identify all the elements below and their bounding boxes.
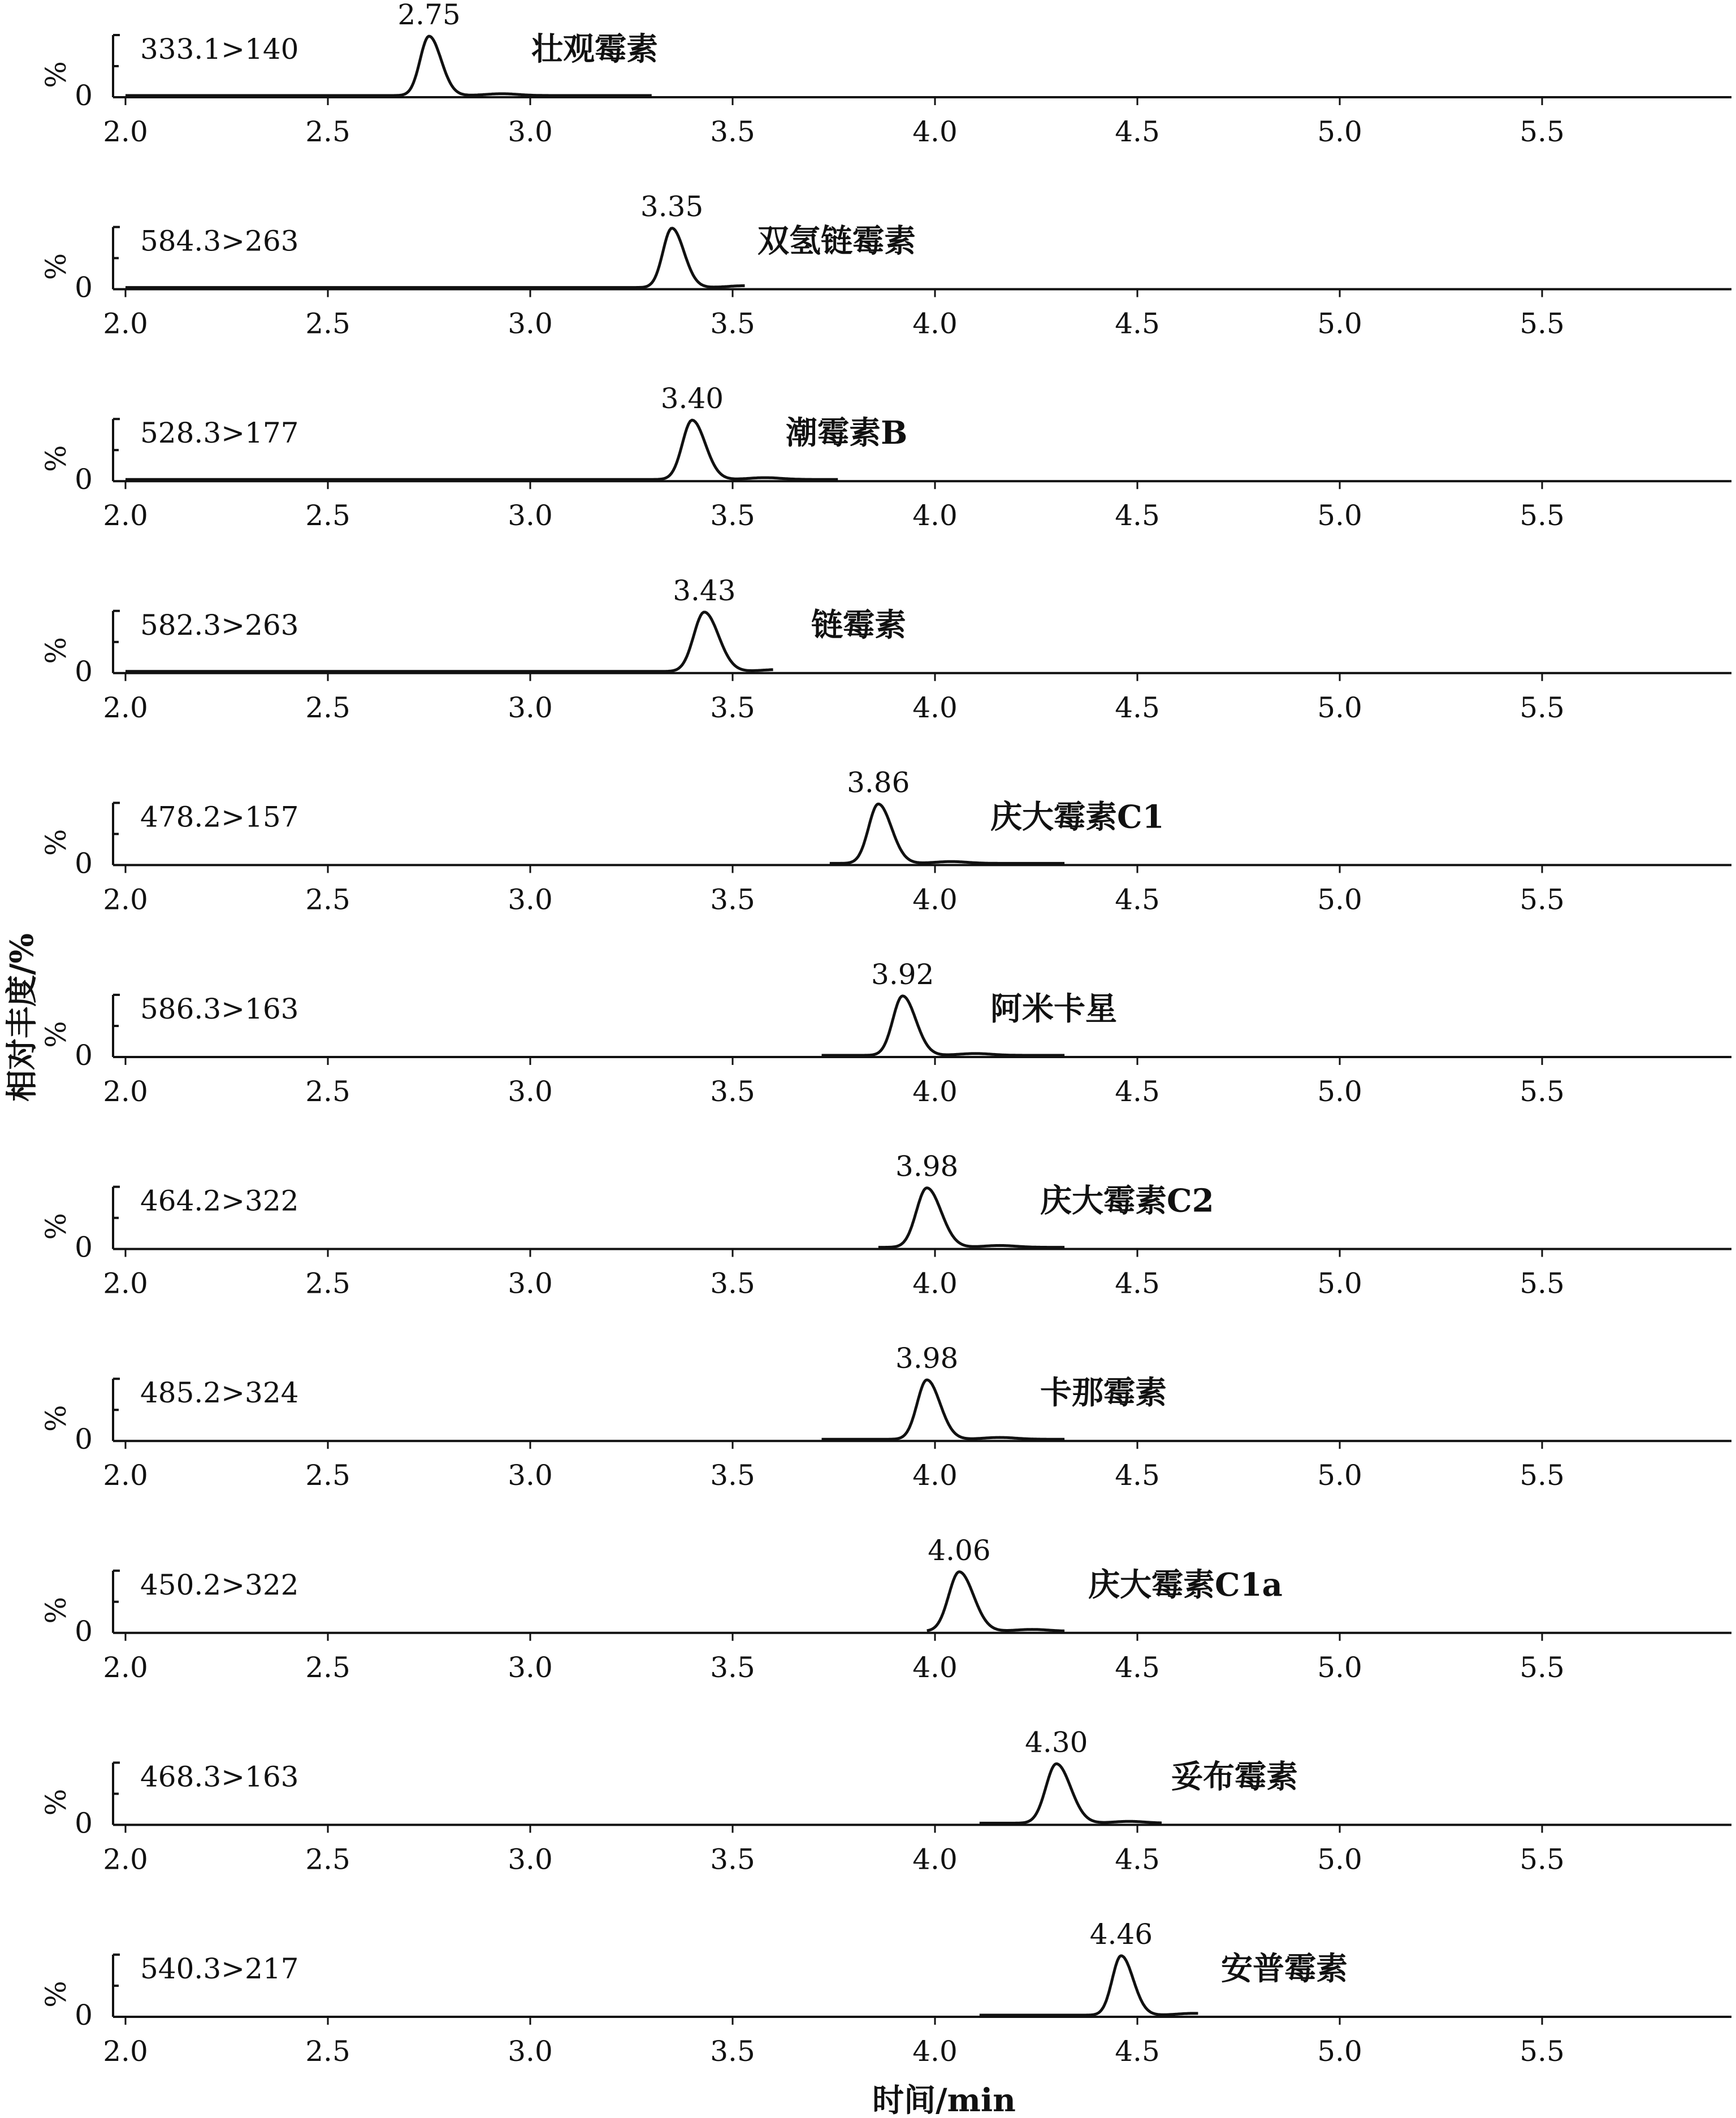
x-tick-label: 4.5	[1115, 883, 1160, 916]
retention-time-label: 3.40	[660, 382, 724, 415]
y-zero-label: 0	[75, 1423, 93, 1456]
x-axis-title: 时间/min	[872, 2082, 1016, 2118]
y-unit-label: %	[40, 637, 72, 664]
x-tick-label: 2.0	[103, 1075, 148, 1108]
y-axis-bracket	[113, 995, 120, 1057]
y-unit-label: %	[40, 253, 72, 280]
chromatogram-panel	[40, 958, 1731, 1108]
y-unit-label: %	[40, 829, 72, 856]
mrm-transition-label: 584.3>263	[140, 224, 299, 258]
x-tick-label: 5.0	[1317, 1075, 1362, 1108]
x-tick-label: 4.0	[912, 499, 958, 532]
x-tick-label: 4.0	[912, 2035, 958, 2068]
x-tick-label: 4.5	[1115, 2035, 1160, 2068]
x-tick-label: 2.5	[305, 1459, 350, 1492]
compound-name-label: 妥布霉素	[1171, 1758, 1298, 1796]
x-tick-label: 3.5	[710, 691, 755, 724]
x-tick-label: 2.5	[305, 1267, 350, 1300]
x-tick-label: 5.0	[1317, 1843, 1362, 1876]
y-axis-bracket	[113, 227, 120, 289]
retention-time-label: 3.92	[871, 958, 934, 991]
y-unit-label: %	[40, 1981, 72, 2008]
retention-time-label: 3.98	[895, 1342, 959, 1375]
y-zero-label: 0	[75, 1807, 93, 1840]
x-tick-label: 4.0	[912, 691, 958, 724]
x-tick-label: 2.0	[103, 1843, 148, 1876]
x-tick-label: 2.5	[305, 115, 350, 148]
x-tick-label: 4.5	[1115, 1459, 1160, 1492]
x-tick-label: 4.5	[1115, 1267, 1160, 1300]
x-tick-label: 3.0	[508, 1075, 553, 1108]
retention-time-label: 3.98	[895, 1150, 959, 1183]
x-tick-label: 2.5	[305, 499, 350, 532]
chromatogram-trace	[980, 1764, 1162, 1823]
x-tick-label: 5.0	[1317, 883, 1362, 916]
x-tick-label: 5.5	[1519, 307, 1565, 340]
y-zero-label: 0	[75, 1231, 93, 1264]
x-tick-label: 4.5	[1115, 115, 1160, 148]
x-tick-label: 2.5	[305, 1651, 350, 1684]
compound-name-label: 庆大霉素C2	[1040, 1182, 1214, 1220]
x-tick-label: 3.0	[508, 2035, 553, 2068]
x-tick-label: 3.0	[508, 115, 553, 148]
x-tick-label: 2.5	[305, 1843, 350, 1876]
mrm-transition-label: 582.3>263	[140, 608, 299, 642]
x-tick-label: 4.0	[912, 115, 958, 148]
x-tick-label: 5.0	[1317, 499, 1362, 532]
y-axis-bracket	[113, 1187, 120, 1249]
x-tick-label: 3.5	[710, 883, 755, 916]
retention-time-label: 3.86	[847, 766, 910, 799]
x-tick-label: 4.0	[912, 1075, 958, 1108]
x-tick-label: 4.5	[1115, 1651, 1160, 1684]
x-tick-label: 2.0	[103, 2035, 148, 2068]
compound-name-label: 安普霉素	[1221, 1950, 1348, 1987]
chromatogram-panel	[40, 382, 1731, 532]
chromatogram-panel	[40, 766, 1731, 916]
retention-time-label: 3.35	[640, 190, 704, 223]
y-zero-label: 0	[75, 463, 93, 496]
y-axis-bracket	[113, 419, 120, 481]
chromatogram-panel	[40, 1534, 1731, 1684]
x-tick-label: 5.5	[1519, 115, 1565, 148]
chromatogram-trace	[878, 1188, 1064, 1248]
x-tick-label: 2.0	[103, 1459, 148, 1492]
chromatogram-panel	[40, 574, 1731, 724]
x-tick-label: 3.5	[710, 307, 755, 340]
chromatogram-panels	[40, 0, 1731, 2068]
y-axis-bracket	[113, 1571, 120, 1633]
y-unit-label: %	[40, 1212, 72, 1240]
x-tick-label: 3.5	[710, 1075, 755, 1108]
x-tick-label: 4.0	[912, 1843, 958, 1876]
chromatogram-panel	[40, 190, 1731, 340]
retention-time-label: 4.46	[1089, 1918, 1153, 1951]
x-tick-label: 3.0	[508, 1843, 553, 1876]
x-tick-label: 4.5	[1115, 1843, 1160, 1876]
x-tick-label: 2.5	[305, 691, 350, 724]
x-tick-label: 2.0	[103, 307, 148, 340]
x-tick-label: 2.5	[305, 1075, 350, 1108]
x-tick-label: 3.0	[508, 1267, 553, 1300]
x-tick-label: 5.5	[1519, 1651, 1565, 1684]
x-tick-label: 2.0	[103, 1651, 148, 1684]
y-zero-label: 0	[75, 1614, 93, 1648]
chromatogram-panel	[40, 1342, 1731, 1492]
y-unit-label: %	[40, 1597, 72, 1624]
y-axis-bracket	[113, 1379, 120, 1441]
x-tick-label: 5.0	[1317, 1267, 1362, 1300]
x-tick-label: 3.5	[710, 499, 755, 532]
y-axis-bracket	[113, 1762, 120, 1825]
x-tick-label: 5.0	[1317, 1459, 1362, 1492]
x-tick-label: 5.0	[1317, 691, 1362, 724]
y-axis-bracket	[113, 803, 120, 865]
mrm-transition-label: 485.2>324	[140, 1376, 299, 1410]
mrm-transition-label: 450.2>322	[140, 1568, 299, 1601]
retention-time-label: 4.30	[1025, 1726, 1088, 1759]
x-tick-label: 3.0	[508, 1459, 553, 1492]
mrm-transition-label: 333.1>140	[140, 33, 299, 66]
x-tick-label: 5.0	[1317, 307, 1362, 340]
x-tick-label: 5.5	[1519, 883, 1565, 916]
mrm-transition-label: 540.3>217	[140, 1952, 299, 1985]
y-unit-label: %	[40, 1405, 72, 1432]
mrm-transition-label: 528.3>177	[140, 417, 299, 450]
compound-name-label: 双氢链霉素	[757, 222, 916, 260]
x-tick-label: 3.5	[710, 115, 755, 148]
mrm-transition-label: 478.2>157	[140, 800, 299, 834]
x-tick-label: 2.5	[305, 307, 350, 340]
x-tick-label: 3.0	[508, 1651, 553, 1684]
x-tick-label: 3.5	[710, 1459, 755, 1492]
x-tick-label: 4.5	[1115, 499, 1160, 532]
compound-name-label: 壮观霉素	[531, 31, 658, 68]
compound-name-label: 庆大霉素C1a	[1088, 1566, 1283, 1604]
x-tick-label: 3.0	[508, 499, 553, 532]
x-tick-label: 5.0	[1317, 2035, 1362, 2068]
retention-time-label: 2.75	[397, 0, 461, 31]
x-tick-label: 2.5	[305, 883, 350, 916]
x-tick-label: 3.5	[710, 1267, 755, 1300]
x-tick-label: 2.0	[103, 499, 148, 532]
mrm-transition-label: 468.3>163	[140, 1760, 299, 1794]
x-tick-label: 3.0	[508, 691, 553, 724]
x-tick-label: 4.5	[1115, 691, 1160, 724]
x-tick-label: 4.0	[912, 883, 958, 916]
y-axis-bracket	[113, 35, 120, 97]
retention-time-label: 3.43	[673, 574, 736, 607]
chromatogram-panel	[40, 1918, 1731, 2068]
y-axis-bracket	[113, 611, 120, 673]
x-tick-label: 2.0	[103, 1267, 148, 1300]
chromatogram-panel	[40, 0, 1731, 148]
compound-name-label: 阿米卡星	[990, 990, 1117, 1028]
chromatogram-panel	[40, 1150, 1731, 1300]
y-zero-label: 0	[75, 1039, 93, 1072]
y-unit-label: %	[40, 61, 72, 88]
y-unit-label: %	[40, 1021, 72, 1048]
y-zero-label: 0	[75, 271, 93, 304]
x-tick-label: 2.0	[103, 691, 148, 724]
chromatogram-trace	[927, 1572, 1064, 1631]
x-tick-label: 5.0	[1317, 1651, 1362, 1684]
chromatogram-trace	[822, 1380, 1065, 1439]
x-tick-label: 3.0	[508, 307, 553, 340]
compound-name-label: 卡那霉素	[1040, 1374, 1167, 1412]
x-tick-label: 5.5	[1519, 499, 1565, 532]
x-tick-label: 5.5	[1519, 1843, 1565, 1876]
x-tick-label: 4.0	[912, 307, 958, 340]
x-tick-label: 5.5	[1519, 2035, 1565, 2068]
y-zero-label: 0	[75, 655, 93, 688]
x-tick-label: 5.5	[1519, 1267, 1565, 1300]
x-tick-label: 4.0	[912, 1651, 958, 1684]
x-tick-label: 5.5	[1519, 1459, 1565, 1492]
x-tick-label: 3.5	[710, 1843, 755, 1876]
retention-time-label: 4.06	[928, 1534, 991, 1567]
x-tick-label: 4.0	[912, 1267, 958, 1300]
y-zero-label: 0	[75, 79, 93, 112]
y-axis-bracket	[113, 1955, 120, 2017]
x-tick-label: 2.5	[305, 2035, 350, 2068]
compound-name-label: 链霉素	[811, 606, 906, 644]
y-unit-label: %	[40, 1788, 72, 1816]
x-tick-label: 4.5	[1115, 307, 1160, 340]
chromatogram-panel	[40, 1726, 1731, 1876]
x-tick-label: 4.5	[1115, 1075, 1160, 1108]
x-tick-label: 5.5	[1519, 1075, 1565, 1108]
compound-name-label: 潮霉素B	[786, 414, 908, 452]
x-tick-label: 2.0	[103, 883, 148, 916]
y-axis-title: 相对丰度/%	[3, 933, 41, 1102]
x-tick-label: 3.5	[710, 1651, 755, 1684]
mrm-transition-label: 586.3>163	[140, 993, 299, 1025]
x-tick-label: 5.5	[1519, 691, 1565, 724]
x-tick-label: 3.5	[710, 2035, 755, 2068]
mrm-transition-label: 464.2>322	[140, 1184, 299, 1218]
x-tick-label: 5.0	[1317, 115, 1362, 148]
x-tick-label: 3.0	[508, 883, 553, 916]
x-tick-label: 4.0	[912, 1459, 958, 1492]
compound-name-label: 庆大霉素C1	[990, 798, 1164, 836]
y-zero-label: 0	[75, 847, 93, 880]
chromatogram-trace	[980, 1956, 1198, 2015]
y-zero-label: 0	[75, 1999, 93, 2032]
y-unit-label: %	[40, 445, 72, 472]
x-tick-label: 2.0	[103, 115, 148, 148]
